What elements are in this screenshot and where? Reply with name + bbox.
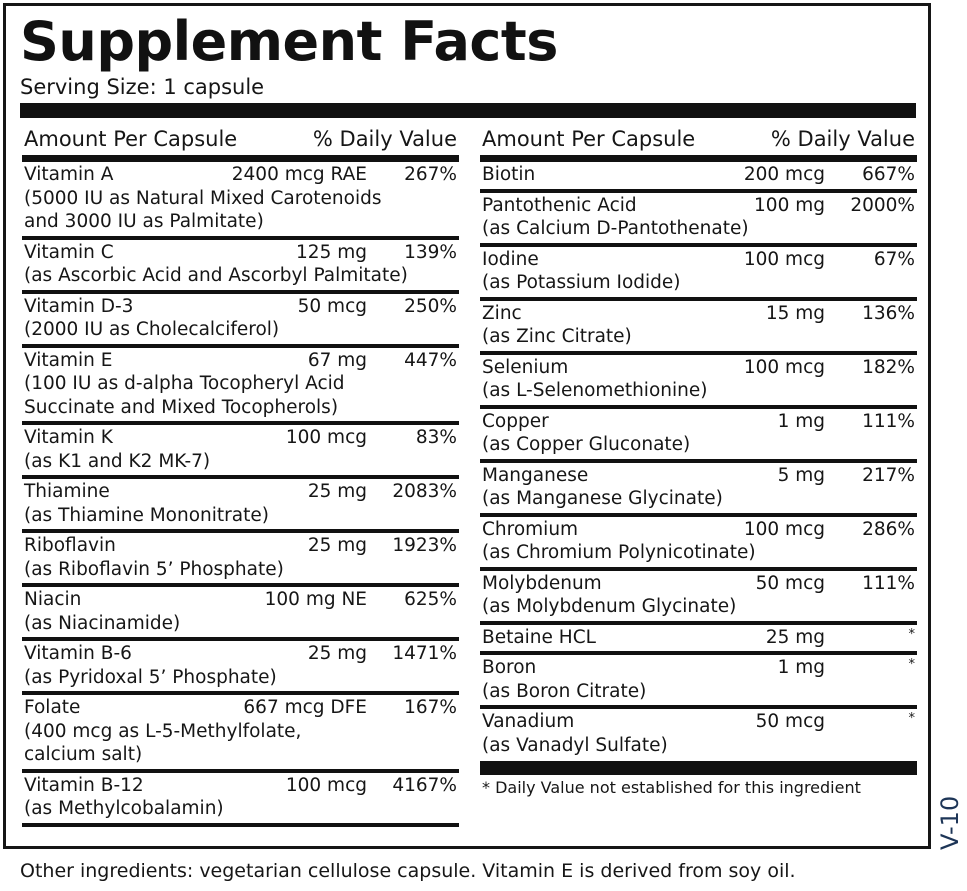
header-divider <box>22 155 459 162</box>
nutrient-row <box>22 294 459 348</box>
daily-value: 136% <box>862 302 915 324</box>
nutrient-amount: 25 mg <box>765 626 825 648</box>
nutrient-row <box>480 709 917 759</box>
amount-header: Amount Per Capsule <box>24 127 238 151</box>
daily-value: * <box>908 626 915 642</box>
nutrient-amount: 67 mg <box>307 349 367 371</box>
column-header <box>480 124 917 154</box>
nutrient-row <box>22 348 459 426</box>
nutrient-row <box>480 463 917 517</box>
nutrient-row <box>480 655 917 709</box>
nutrient-name: Vitamin B-6 <box>24 643 132 664</box>
daily-value: 182% <box>862 356 915 378</box>
daily-value: 83% <box>415 427 457 448</box>
nutrient-name: Thiamine <box>24 481 110 502</box>
nutrient-main-line <box>24 588 457 612</box>
nutrient-source: (as Molybdenum Glycinate) <box>482 596 737 617</box>
nutrient-main-line <box>482 248 915 272</box>
serving-size: Serving Size: 1 capsule <box>20 75 265 99</box>
nutrient-source: (400 mcg as L-5-Methylfolate, <box>24 720 302 742</box>
daily-value: * <box>908 657 915 672</box>
nutrient-source: (as Copper Gluconate) <box>482 434 691 455</box>
nutrient-row <box>22 773 459 827</box>
daily-value: 1923% <box>392 535 457 556</box>
nutrient-amount: 100 mcg <box>743 356 825 378</box>
daily-value: 667% <box>862 164 915 185</box>
daily-value: 217% <box>862 464 915 486</box>
nutrient-source: (as Potassium Iodide) <box>482 272 681 293</box>
column-header <box>22 124 459 154</box>
nutrient-row <box>22 587 459 641</box>
nutrient-source: (as Riboflavin 5’ Phosphate) <box>24 558 284 580</box>
right-column <box>480 124 917 801</box>
nutrient-main-line <box>24 349 457 373</box>
nutrient-source: (as Vanadyl Sulfate) <box>482 734 668 756</box>
nutrient-source: (as Niacinamide) <box>24 612 181 634</box>
nutrient-name: Riboflavin <box>24 535 116 556</box>
nutrient-row <box>480 247 917 301</box>
thick-divider <box>480 761 917 775</box>
thick-divider <box>20 103 916 118</box>
nutrient-row <box>480 301 917 355</box>
nutrient-main-line <box>24 241 457 265</box>
nutrient-source: (as Manganese Glycinate) <box>482 488 723 509</box>
nutrient-name: Copper <box>482 410 549 432</box>
nutrient-row <box>480 193 917 247</box>
nutrient-row <box>480 571 917 625</box>
nutrient-main-line <box>24 163 457 187</box>
version-code: V-10 <box>936 795 964 850</box>
nutrient-main-line <box>482 302 915 326</box>
nutrient-main-line <box>482 572 915 596</box>
nutrient-source: calcium salt) <box>24 744 143 765</box>
nutrient-name: Molybdenum <box>482 572 602 594</box>
nutrient-source: (as Methylcobalamin) <box>24 798 224 819</box>
nutrient-name: Iodine <box>482 248 539 270</box>
nutrient-row <box>22 641 459 695</box>
nutrient-source: (as Chromium Polynicotinate) <box>482 542 756 563</box>
nutrient-name: Vitamin E <box>24 349 113 371</box>
nutrient-name: Vitamin D-3 <box>24 295 134 317</box>
nutrient-row <box>22 533 459 587</box>
nutrient-row <box>480 517 917 571</box>
nutrient-row <box>480 625 917 656</box>
nutrient-main-line <box>482 163 915 187</box>
nutrient-name: Vanadium <box>482 711 575 732</box>
panel-title: Supplement Facts <box>20 10 558 73</box>
nutrient-row <box>22 425 459 479</box>
nutrient-source: (as K1 and K2 MK-7) <box>24 450 211 472</box>
nutrient-main-line <box>24 774 457 798</box>
nutrient-amount: 100 mcg <box>743 248 825 270</box>
daily-value: 2083% <box>392 481 457 502</box>
nutrient-main-line <box>24 642 457 666</box>
nutrient-name: Vitamin K <box>24 427 113 448</box>
nutrient-name: Chromium <box>482 518 579 540</box>
nutrient-amount: 50 mcg <box>755 711 825 732</box>
nutrient-amount: 667 mcg DFE <box>243 697 367 718</box>
daily-value: 167% <box>404 697 457 718</box>
nutrient-main-line <box>482 194 915 218</box>
nutrient-amount: 1 mg <box>777 410 825 432</box>
daily-value: 625% <box>404 589 457 610</box>
nutrient-amount: 100 mcg <box>285 774 367 796</box>
daily-value: 1471% <box>392 643 457 664</box>
nutrient-main-line <box>482 464 915 488</box>
header-divider <box>480 155 917 162</box>
nutrient-list-right <box>480 162 917 759</box>
nutrient-main-line <box>482 356 915 380</box>
daily-value: 447% <box>404 349 457 371</box>
nutrient-main-line <box>482 626 915 650</box>
daily-value: 267% <box>404 164 457 185</box>
nutrient-row <box>480 162 917 193</box>
nutrient-source: Succinate and Mixed Tocopherols) <box>24 396 339 418</box>
daily-value: 286% <box>862 518 915 540</box>
nutrient-main-line <box>24 295 457 319</box>
nutrient-amount: 200 mcg <box>743 164 825 185</box>
nutrient-main-line <box>24 426 457 450</box>
nutrient-row <box>22 695 459 773</box>
nutrient-amount: 1 mg <box>777 657 825 678</box>
other-ingredients: Other ingredients: vegetarian cellulose capsule. Vitamin E is derived from soy oil. <box>20 860 796 882</box>
nutrient-source: (as Zinc Citrate) <box>482 326 632 347</box>
daily-value: 111% <box>862 572 915 594</box>
nutrient-name: Vitamin C <box>24 241 114 263</box>
nutrient-main-line <box>24 480 457 504</box>
nutrient-amount: 125 mg <box>296 241 367 263</box>
daily-value: 67% <box>873 248 915 270</box>
nutrient-source: (as Ascorbic Acid and Ascorbyl Palmitate) <box>24 265 408 286</box>
nutrient-amount: 25 mg <box>307 481 367 502</box>
nutrient-source: (2000 IU as Cholecalciferol) <box>24 319 280 340</box>
nutrient-main-line <box>482 518 915 542</box>
nutrient-name: Boron <box>482 657 537 678</box>
nutrient-source: and 3000 IU as Palmitate) <box>24 211 264 232</box>
nutrient-name: Niacin <box>24 589 82 610</box>
nutrient-name: Biotin <box>482 164 536 185</box>
nutrient-row <box>480 355 917 409</box>
nutrient-name: Pantothenic Acid <box>482 194 637 216</box>
daily-value: 139% <box>404 241 457 263</box>
nutrient-main-line <box>482 410 915 434</box>
nutrient-name: Folate <box>24 697 81 718</box>
nutrient-amount: 100 mcg <box>285 427 367 448</box>
nutrient-name: Selenium <box>482 356 569 378</box>
daily-value: 4167% <box>392 774 457 796</box>
nutrient-main-line <box>24 696 457 720</box>
nutrient-amount: 5 mg <box>777 464 825 486</box>
nutrient-list-left <box>22 162 459 827</box>
nutrient-source: (as L-Selenomethionine) <box>482 380 708 401</box>
left-column <box>22 124 459 827</box>
nutrient-source: (as Pyridoxal 5’ Phosphate) <box>24 666 277 688</box>
nutrient-main-line <box>24 534 457 558</box>
nutrient-amount: 100 mcg <box>743 518 825 540</box>
nutrient-name: Vitamin B-12 <box>24 774 144 796</box>
nutrient-amount: 50 mcg <box>297 295 367 317</box>
dv-header: % Daily Value <box>770 127 915 151</box>
nutrient-name: Manganese <box>482 464 589 486</box>
nutrient-amount: 100 mg <box>754 194 825 216</box>
nutrient-amount: 25 mg <box>307 643 367 664</box>
nutrient-source: (as Calcium D-Pantothenate) <box>482 218 749 239</box>
amount-header: Amount Per Capsule <box>482 127 696 151</box>
daily-value: * <box>908 711 915 726</box>
nutrient-source: (as Thiamine Mononitrate) <box>24 504 269 526</box>
nutrient-source: (100 IU as d-alpha Tocopheryl Acid <box>24 373 345 394</box>
nutrient-main-line <box>482 656 915 680</box>
nutrient-amount: 25 mg <box>307 535 367 556</box>
dv-header: % Daily Value <box>312 127 457 151</box>
nutrient-amount: 15 mg <box>765 302 825 324</box>
nutrient-row <box>22 240 459 294</box>
nutrient-name: Betaine HCL <box>482 626 596 648</box>
nutrient-amount: 50 mcg <box>755 572 825 594</box>
daily-value: 111% <box>862 410 915 432</box>
nutrient-source: (as Boron Citrate) <box>482 680 647 702</box>
nutrient-row <box>480 409 917 463</box>
nutrient-amount: 2400 mcg RAE <box>231 164 367 185</box>
footnote: * Daily Value not established for this ingredient <box>482 778 861 797</box>
nutrient-source: (5000 IU as Natural Mixed Carotenoids <box>24 187 382 209</box>
nutrient-row <box>22 162 459 240</box>
nutrient-amount: 100 mg NE <box>264 589 367 610</box>
nutrient-main-line <box>482 710 915 734</box>
daily-value: 250% <box>404 295 457 317</box>
nutrient-name: Vitamin A <box>24 164 114 185</box>
nutrient-row <box>22 479 459 533</box>
nutrient-name: Zinc <box>482 302 522 324</box>
daily-value: 2000% <box>850 194 915 216</box>
